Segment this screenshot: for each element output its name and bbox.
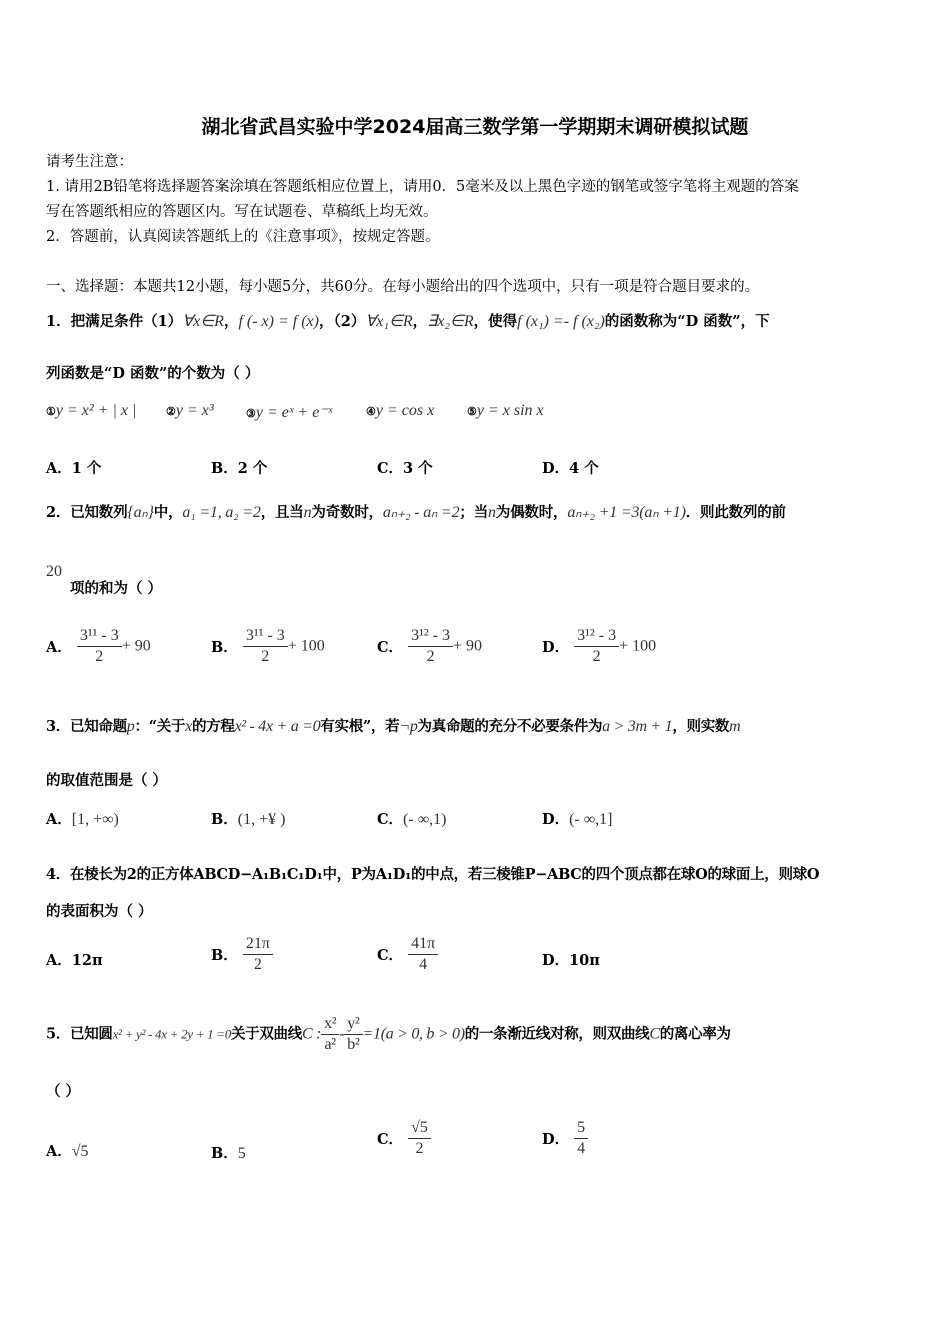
q1-func-1 bbox=[46, 402, 136, 420]
q3-math-2: x bbox=[185, 718, 192, 735]
q2-math-6: aₙ₊₂ +1 =3(aₙ +1) bbox=[567, 504, 686, 521]
circle-1: ① bbox=[46, 405, 56, 418]
q4-option-a-label: A． bbox=[46, 952, 72, 969]
q5-option-a[interactable] bbox=[46, 1140, 89, 1161]
q1-func-1-text: y = x² + | x | bbox=[55, 402, 137, 419]
q5-c-den: 2 bbox=[415, 1140, 424, 1157]
q2-text-d: 为奇数时， bbox=[311, 504, 383, 521]
q4-line1: 4．在棱长为2的正方体ABCD−A₁B₁C₁D₁中，P为A₁D₁的中点，若三棱锥P−ABC的四个顶点都在球O的球面上，则球O bbox=[46, 866, 820, 883]
q5-frac-x-den: a² bbox=[324, 1036, 336, 1053]
q2-option-b[interactable] bbox=[211, 626, 325, 667]
q2-a-den: 2 bbox=[95, 648, 104, 665]
q2-d-tail: + 100 bbox=[619, 637, 657, 655]
q5-math-circle: x² + y² - 4x + 2y + 1 =0 bbox=[112, 1026, 231, 1042]
q1-option-c[interactable]: C．3 个 bbox=[377, 460, 433, 477]
q5-frac-y-num: y² bbox=[344, 1014, 362, 1035]
q4-option-d-value: 10π bbox=[569, 952, 600, 969]
q3-option-d-value: (- ∞,1] bbox=[569, 811, 613, 828]
q5-frac-y bbox=[344, 1014, 362, 1055]
q2-option-b-frac bbox=[243, 626, 288, 667]
q3-math-4: ¬p bbox=[399, 718, 418, 735]
q5-math-cond: =1(a > 0, b > 0) bbox=[362, 1025, 465, 1043]
q5-d-den: 4 bbox=[577, 1140, 586, 1157]
q1-line2: 列函数是“D 函数”的个数为（ ） bbox=[46, 365, 260, 382]
q5-line1 bbox=[46, 1014, 906, 1055]
circle-3: ③ bbox=[246, 407, 256, 420]
q4-option-c-label: C． bbox=[377, 947, 404, 964]
q2-math-4: aₙ₊₂ - aₙ =2 bbox=[382, 504, 460, 521]
notice-item1-line2: 写在答题纸相应的答题区内。写在试题卷、草稿纸上均无效。 bbox=[46, 204, 438, 220]
q2-d-num: 3¹² - 3 bbox=[574, 626, 619, 647]
q5-option-d-frac bbox=[574, 1118, 588, 1159]
q5-frac-x bbox=[321, 1014, 339, 1055]
q1-sep1: ， bbox=[223, 313, 239, 330]
q5-text-a: 5．已知圆 bbox=[46, 1025, 113, 1043]
q2-option-b-label: B． bbox=[211, 639, 238, 656]
q3-text-a: 3．已知命题 bbox=[46, 718, 127, 735]
q4-c-den: 4 bbox=[419, 956, 428, 973]
q2-math-2: a₁ =1, a₂ =2 bbox=[182, 504, 261, 521]
notice-heading: 请考生注意： bbox=[46, 154, 133, 170]
q1-line1 bbox=[46, 312, 906, 332]
q2-option-a-label: A． bbox=[46, 639, 72, 656]
q3-text-f: ，则实数 bbox=[672, 718, 730, 735]
q4-option-d[interactable] bbox=[542, 949, 600, 970]
q4-line2: 的表面积为（ ） bbox=[46, 903, 153, 920]
q1-math-4: ∃x₂∈R bbox=[427, 313, 474, 330]
q5-minus: - bbox=[339, 1025, 345, 1043]
q2-text-a: 2．已知数列 bbox=[46, 504, 128, 521]
q2-option-a-frac bbox=[77, 626, 122, 667]
q2-math-1: {aₙ} bbox=[127, 504, 154, 521]
q3-option-c[interactable] bbox=[377, 808, 446, 829]
q5-option-d-label: D． bbox=[542, 1131, 570, 1148]
q5-option-b-label: B． bbox=[211, 1145, 238, 1162]
q1-func-4-text: y = cos x bbox=[375, 402, 435, 419]
q3-text-e: 为真命题的充分不必要条件为 bbox=[417, 718, 603, 735]
q4-option-c-frac bbox=[408, 934, 438, 975]
circle-4: ④ bbox=[366, 405, 376, 418]
q4-option-d-label: D． bbox=[542, 952, 570, 969]
q2-option-a[interactable] bbox=[46, 626, 151, 667]
q2-text-c: ，且当 bbox=[260, 504, 304, 521]
q2-option-d-label: D． bbox=[542, 639, 570, 656]
q3-option-d-label: D． bbox=[542, 811, 570, 828]
q5-option-c[interactable] bbox=[377, 1118, 431, 1159]
q5-d-num: 5 bbox=[574, 1118, 588, 1139]
q5-math-c2: C bbox=[649, 1025, 660, 1043]
q3-text-c: 的方程 bbox=[191, 718, 235, 735]
q5-option-a-label: A． bbox=[46, 1143, 72, 1160]
q2-option-d[interactable] bbox=[542, 626, 656, 667]
page-title: 湖北省武昌实验中学2024届高三数学第一学期期末调研模拟试题 bbox=[201, 116, 749, 138]
q2-option-c-label: C． bbox=[377, 639, 404, 656]
q5-option-b[interactable] bbox=[211, 1142, 246, 1163]
q1-func-5-text: y = x sin x bbox=[476, 402, 544, 419]
q1-option-a[interactable]: A．1 个 bbox=[46, 460, 102, 477]
q1-math-2: f (- x) = f (x) bbox=[238, 313, 319, 330]
q5-math-c: C : bbox=[301, 1025, 322, 1043]
q2-math-5: n bbox=[488, 504, 496, 521]
q5-option-c-label: C． bbox=[377, 1131, 404, 1148]
q3-line1 bbox=[46, 717, 906, 737]
q3-math-5: a > 3m + 1 bbox=[602, 718, 673, 735]
q4-option-a-value: 12π bbox=[71, 952, 103, 969]
q1-func-2-text: y = x³ bbox=[175, 402, 214, 419]
q2-text-b: 中， bbox=[153, 504, 183, 521]
q1-math-1: ∀x∈R bbox=[182, 313, 224, 330]
q1-option-b[interactable]: B．2 个 bbox=[211, 460, 268, 477]
section-heading: 一、选择题：本题共12小题，每小题5分，共60分。在每小题给出的四个选项中，只有一项是符合题目要求的。 bbox=[46, 279, 760, 295]
q3-option-a[interactable] bbox=[46, 808, 119, 829]
q3-option-d[interactable] bbox=[542, 808, 612, 829]
q2-line2: 项的和为（ ） bbox=[70, 580, 163, 597]
q2-a-tail: + 90 bbox=[121, 637, 151, 655]
q5-text-c: 的一条渐近线对称，则双曲线 bbox=[464, 1025, 650, 1043]
q5-text-b: 关于双曲线 bbox=[230, 1025, 302, 1043]
circle-5: ⑤ bbox=[467, 405, 477, 418]
q4-option-b[interactable] bbox=[211, 934, 273, 975]
q5-option-a-value: √5 bbox=[71, 1143, 89, 1160]
q2-d-den: 2 bbox=[592, 648, 601, 665]
q5-option-b-value: 5 bbox=[237, 1145, 246, 1162]
q2-text-f: 为偶数时， bbox=[495, 504, 568, 521]
q1-text-c: ，使得 bbox=[473, 313, 518, 330]
q4-b-num: 21π bbox=[243, 934, 273, 955]
q2-option-d-frac bbox=[574, 626, 619, 667]
q3-option-c-value: (- ∞,1) bbox=[403, 811, 447, 828]
q2-option-c[interactable] bbox=[377, 626, 482, 667]
q5-text-d: 的离心率为 bbox=[659, 1025, 731, 1043]
q2-b-tail: + 100 bbox=[287, 637, 325, 655]
q3-option-b-value: (1, +¥ ) bbox=[237, 811, 286, 828]
q1-func-3 bbox=[246, 402, 332, 422]
q3-math-6: m bbox=[729, 718, 741, 735]
q3-option-c-label: C． bbox=[377, 811, 404, 828]
q2-n20-text: 20 bbox=[46, 563, 62, 580]
q1-math-3: ∀x₁∈R bbox=[365, 313, 413, 330]
q2-c-num: 3¹² - 3 bbox=[408, 626, 453, 647]
q1-option-d[interactable]: D．4 个 bbox=[542, 460, 599, 477]
q5-option-d[interactable] bbox=[542, 1118, 588, 1159]
notice-item1-line1: 1. 请用2B铅笔将选择题答案涂填在答题纸相应位置上，请用0．5毫米及以上黑色字迹的钢笔或签字笔将主观题的答案 bbox=[46, 179, 799, 195]
notice-item2: 2．答题前，认真阅读答题纸上的《注意事项》，按规定答题。 bbox=[46, 229, 440, 245]
q5-option-c-frac bbox=[408, 1118, 431, 1159]
q2-b-den: 2 bbox=[261, 648, 270, 665]
q3-line2: 的取值范围是（ ） bbox=[46, 772, 168, 789]
q2-c-tail: + 90 bbox=[453, 637, 483, 655]
q3-option-b[interactable] bbox=[211, 808, 285, 829]
q2-b-num: 3¹¹ - 3 bbox=[243, 626, 288, 647]
q3-math-3: x² - 4x + a =0 bbox=[234, 718, 321, 735]
q1-text-b: ，（2） bbox=[318, 313, 366, 330]
q4-option-b-frac bbox=[243, 934, 273, 975]
q4-option-c[interactable] bbox=[377, 934, 438, 975]
q2-text-e: ；当 bbox=[459, 504, 489, 521]
q2-text-g: ．则此数列的前 bbox=[685, 504, 786, 521]
q1-text-d: 的函数称为“D 函数”，下 bbox=[604, 313, 770, 330]
q5-frac-x-num: x² bbox=[321, 1014, 339, 1035]
q1-text-a: 1．把满足条件（1） bbox=[46, 313, 183, 330]
q5-line2: （ ） bbox=[46, 1083, 81, 1100]
q1-math-5: f (x₁) =- f (x₂) bbox=[517, 313, 605, 330]
q4-option-b-label: B． bbox=[211, 947, 238, 964]
q1-sep2: ， bbox=[412, 313, 428, 330]
q1-func-4 bbox=[366, 402, 434, 420]
q2-n20 bbox=[46, 563, 62, 581]
q3-math-1: p bbox=[126, 718, 135, 735]
q4-b-den: 2 bbox=[253, 956, 262, 973]
q2-option-c-frac bbox=[408, 626, 453, 667]
q3-text-d: 有实根”，若 bbox=[320, 718, 400, 735]
q2-line1 bbox=[46, 503, 906, 523]
q3-text-b: ：“关于 bbox=[134, 718, 186, 735]
q3-option-a-label: A． bbox=[46, 811, 72, 828]
q4-option-a[interactable] bbox=[46, 949, 103, 970]
q5-c-num: √5 bbox=[408, 1118, 431, 1139]
q3-option-b-label: B． bbox=[211, 811, 238, 828]
q5-frac-y-den: b² bbox=[347, 1036, 360, 1053]
q1-func-3-text: y = eˣ + e⁻ˣ bbox=[255, 404, 333, 421]
q1-func-2 bbox=[166, 402, 214, 420]
q2-a-num: 3¹¹ - 3 bbox=[77, 626, 122, 647]
q1-func-5 bbox=[467, 402, 544, 420]
q2-c-den: 2 bbox=[426, 648, 435, 665]
q3-option-a-value: [1, +∞) bbox=[71, 811, 119, 828]
q4-c-num: 41π bbox=[408, 934, 438, 955]
circle-2: ② bbox=[166, 405, 176, 418]
q2-math-3: n bbox=[303, 504, 312, 521]
